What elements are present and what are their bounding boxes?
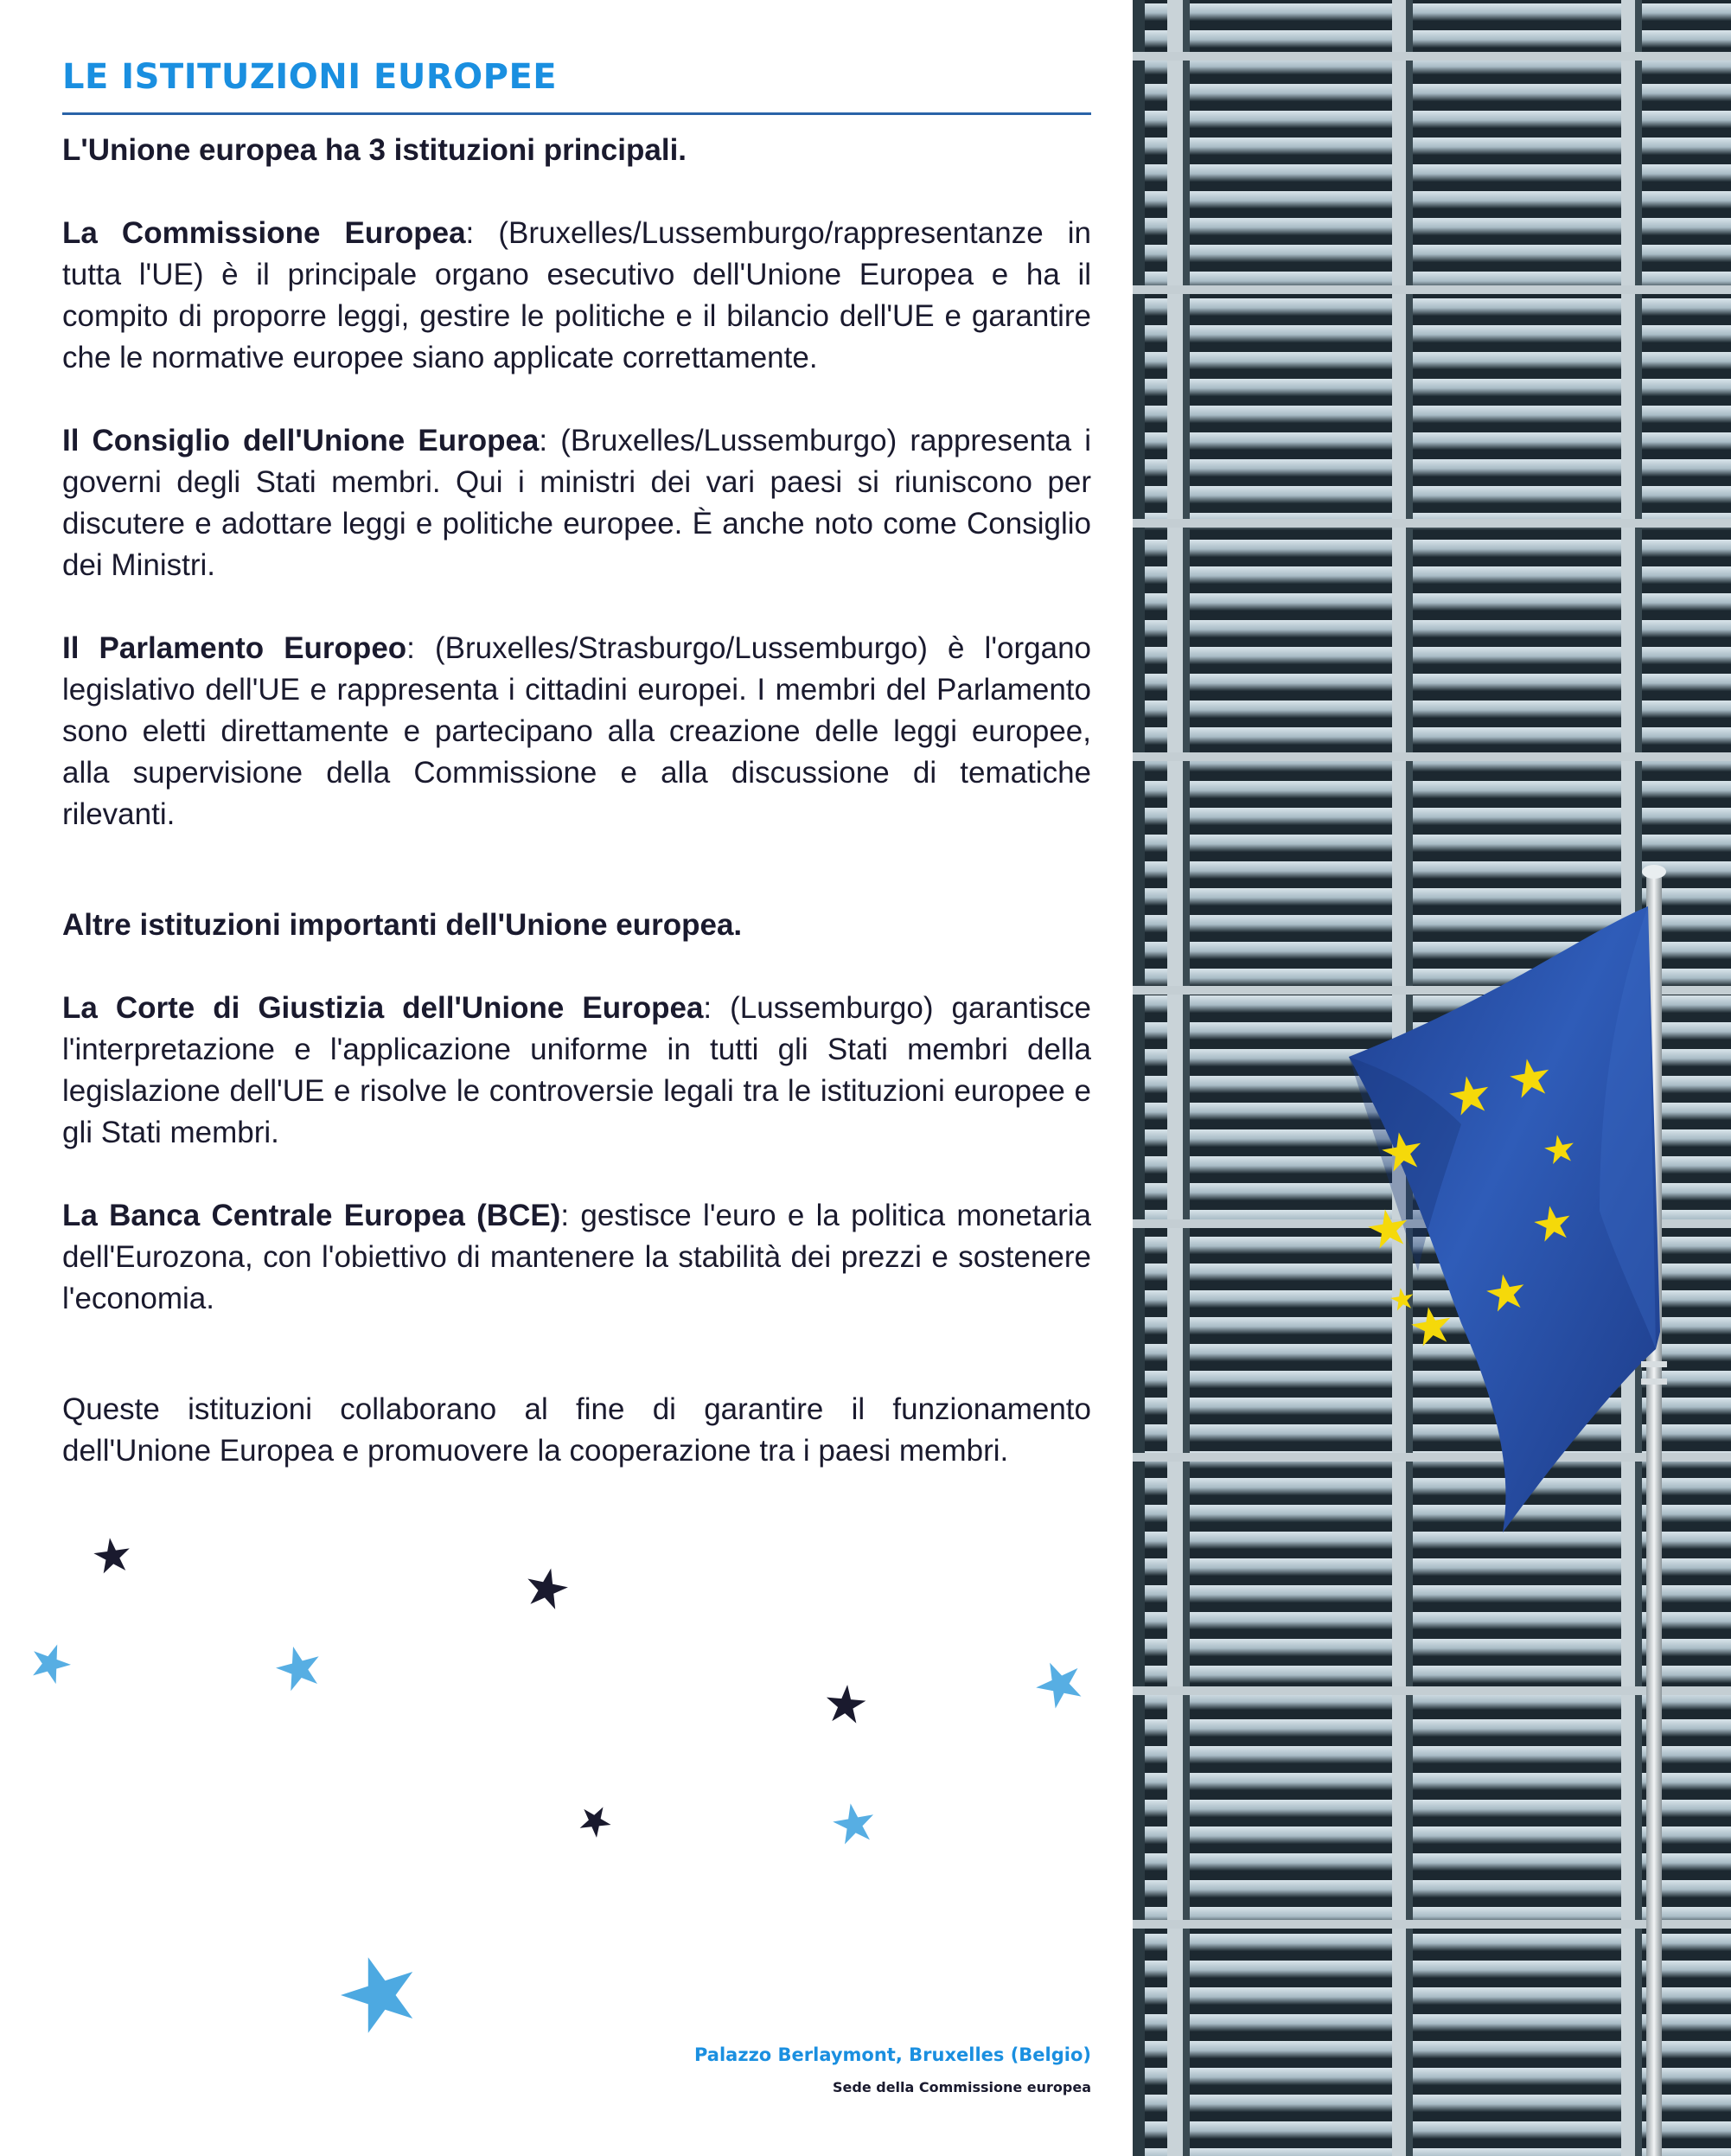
institution-paragraph-council xyxy=(62,420,1091,586)
berlaymont-photo xyxy=(1133,0,1731,2156)
institution-description: : (Bruxelles/Lussemburgo) rappresenta i governi degli Stati membri. Qui i ministri dei vari paesi si riuniscono per discutere e adottare leggi e politiche europee. È anche noto come Consiglio dei Ministri. xyxy=(62,424,1092,582)
institution-description: : (Bruxelles/Lussemburgo/rappresentanze in tutta l'UE) è il principale organo esecutivo dell'Unione Europea e ha il compito di proporre leggi, gestire le politiche e il bilancio dell'UE e garantire che le normative europee siano applicate correttamente. xyxy=(62,216,1091,374)
star-icon xyxy=(271,1641,325,1692)
decorative-stars xyxy=(0,1505,1124,2058)
title-divider xyxy=(62,112,1091,115)
institution-paragraph-commission xyxy=(62,213,1091,379)
star-icon xyxy=(1029,1653,1089,1711)
star-icon xyxy=(825,1683,867,1724)
photo-caption-description: Sede della Commissione europea xyxy=(832,2079,1091,2095)
institution-name: Il Consiglio dell'Unione Europea xyxy=(62,424,540,457)
intro-paragraph xyxy=(62,130,1091,171)
star-icon xyxy=(523,1564,572,1611)
institution-paragraph-court xyxy=(62,988,1091,1154)
star-icon xyxy=(575,1800,616,1841)
other-institutions-heading xyxy=(62,905,1091,946)
page-title: LE ISTITUZIONI EUROPEE xyxy=(62,57,558,97)
star-icon xyxy=(332,1946,426,2038)
star-icon xyxy=(92,1535,132,1574)
institution-description: : gestisce l'euro e la politica monetaria dell'Eurozona, con l'obiettivo di mantenere la stabilità dei prezzi e sostenere l'economia. xyxy=(62,1199,1091,1315)
institution-name: La Banca Centrale Europea (BCE) xyxy=(62,1199,561,1232)
institution-description: : (Lussemburgo) garantisce l'interpretazione e l'applicazione uniforme in tutti gli Stati membri della legislazione dell'UE e risolve le controversie legali tra le istituzioni europee e gli Stati membri. xyxy=(62,991,1091,1149)
institution-name: Il Parlamento Europeo xyxy=(62,631,407,665)
photo-caption-place: Palazzo Berlaymont, Bruxelles (Belgio) xyxy=(693,2044,1091,2065)
conclusion-paragraph: Queste istituzioni collaborano al fine di garantire il funzionamento dell'Unione Europea e promuovere la cooperazione tra i paesi membri. xyxy=(62,1392,1091,1468)
institution-name: La Corte di Giustizia dell'Unione Europea xyxy=(62,991,704,1025)
other-heading-text: Altre istituzioni importanti dell'Unione europea. xyxy=(62,908,743,942)
institution-description: : (Bruxelles/Strasburgo/Lussemburgo) è l'organo legislativo dell'UE e rappresenta i cittadini europei. I membri del Parlamento sono eletti direttamente e partecipano alla creazione delle leggi europee, alla supervisione della Commissione e alla discussione di tematiche rilevanti. xyxy=(62,631,1091,831)
star-icon xyxy=(830,1800,878,1846)
institution-name: La Commissione Europea xyxy=(62,216,466,250)
star-icon xyxy=(26,1638,76,1686)
body-text xyxy=(62,130,1091,1472)
intro-text: L'Unione europea ha 3 istituzioni principali. xyxy=(62,133,687,167)
institution-paragraph-parliament xyxy=(62,628,1091,835)
institution-paragraph-ecb xyxy=(62,1195,1091,1320)
